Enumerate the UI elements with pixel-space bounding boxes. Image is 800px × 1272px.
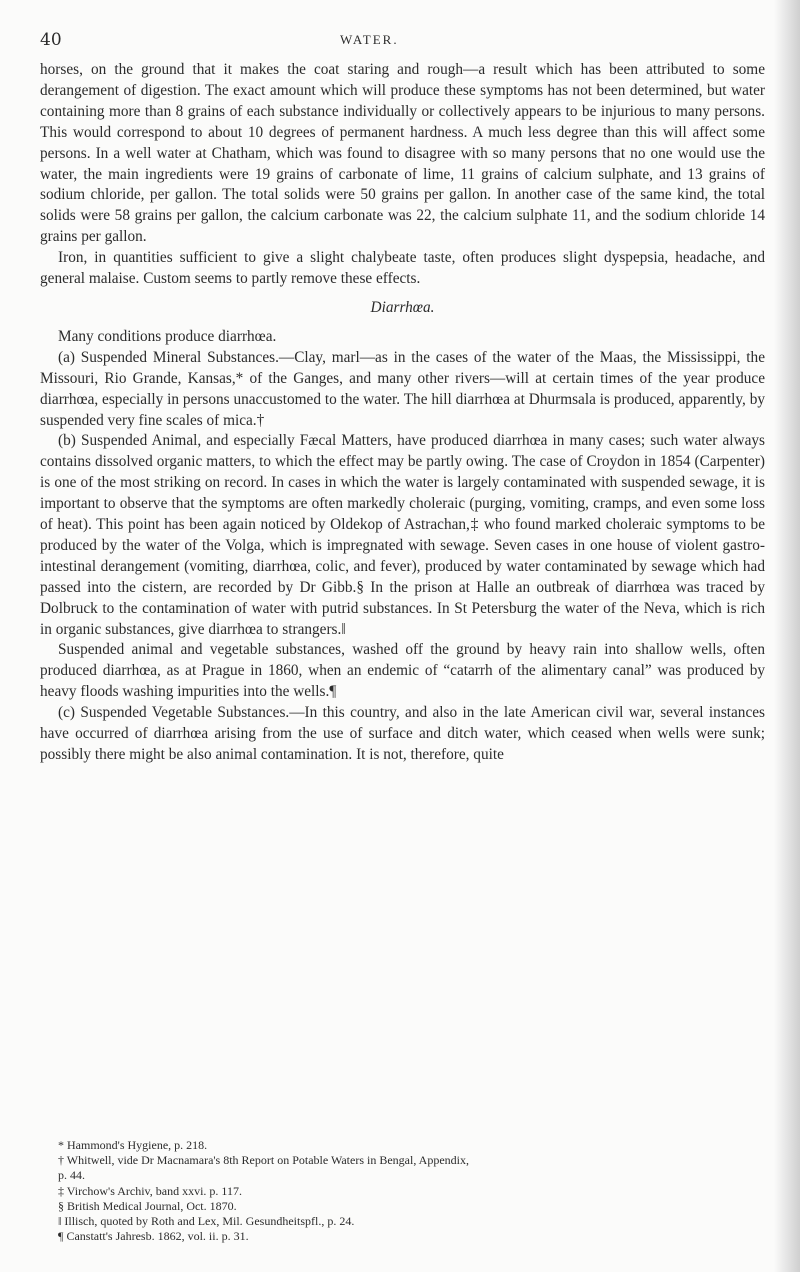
- paragraph-horses-hardness: horses, on the ground that it makes the coat staring and rough—a result which has been attributed to some derangement of digestion. The exact amount which will produce these symptoms has not been determined, but water containing more than 8 grains of each substance individually or collectively appears to be injurious to many persons. This would correspond to about 10 degrees of permanent hardness. A much less degree than this will affect some persons. In a well water at Chatham, which was found to disagree with so many persons that no one would use the water, the main ingredients were 19 grains of carbonate of lime, 11 grains of calcium sulphate, and 13 grains of sodium chloride, per gallon. The total solids were 50 grains per gallon. In another case of the same kind, the total solids were 58 grains per gallon, the calcium carbonate was 22, the calcium sulphate 11, and the sodium chloride 14 grains per gallon.: [40, 61, 765, 246]
- paragraph-vegetable-substances: (c) Suspended Vegetable Substances.—In this country, and also in the late American civil war, several instances have occurred of diarrhœa arising from the use of surface and ditch water, which ceased when wells were sunk; possibly there might be also animal contamination. It is not, therefore, quite: [40, 704, 765, 763]
- page-edge-shadow: [774, 0, 800, 1272]
- paragraph-iron: Iron, in quantities sufficient to give a slight chalybeate taste, often produces slight dyspepsia, headache, and general malaise. Custom seems to partly remove these effects.: [40, 249, 765, 288]
- paragraph-wells-prague: Suspended animal and vegetable substances, washed off the ground by heavy rain into shallow wells, often produced diarrhœa, as at Prague in 1860, when an endemic of “catarrh of the alimentary canal” was produced by heavy floods washing impurities into the wells.¶: [40, 641, 765, 701]
- footnotes: [58, 1138, 758, 1244]
- running-head: WATER.: [340, 32, 399, 47]
- footnote-whitwell-continued: p. 44.: [58, 1168, 85, 1183]
- footnote-hammond: * Hammond's Hygiene, p. 218.: [58, 1138, 208, 1152]
- paragraph-conditions: Many conditions produce diarrhœa.: [58, 327, 277, 345]
- footnote-bmj: § British Medical Journal, Oct. 1870.: [58, 1198, 237, 1213]
- footnote-canstatt: ¶ Canstatt's Jahresb. 1862, vol. ii. p. 31.: [58, 1229, 249, 1244]
- paragraph-mineral-substances: (a) Suspended Mineral Substances.—Clay, marl—as in the cases of the water of the Maas, the Mississippi, the Missouri, Rio Grande, Kansas,* of the Ganges, and many other rivers—will at certain times of the year produce diarrhœa, especially in persons unaccustomed to the water. The hill diarrhœa at Dhurmsala is produced, apparently, by suspended very fine scales of mica.†: [40, 348, 765, 429]
- page-number: 40: [40, 30, 62, 50]
- footnote-whitwell: † Whitwell, vide Dr Macnamara's 8th Report on Potable Waters in Bengal, Appendix,: [58, 1153, 469, 1168]
- paragraph-animal-matters: (b) Suspended Animal, and especially Fæcal Matters, have produced diarrhœa in many cases; such water always contains dissolved organic matters, to which the effect may be partly owing. The case of Croydon in 1854 (Carpenter) is one of the most striking on record. In cases in which the water is largely contaminated with suspended sewage, it is important to observe that the symptoms are often markedly choleraic (purging, vomiting, cramps, and even some loss of heat). This point has been again noticed by Oldekop of Astrachan,‡ who found marked choleraic symptoms to be produced by the water of the Volga, which is impregnated with sewage. Seven cases in one house of violent gastro-intestinal derangement (vomiting, diarrhœa, colic, and fever), produced by water contaminated by sewage which had passed into the cistern, are recorded by Dr Gibb.§ In the prison at Halle an outbreak of diarrhœa was traced by Dolbruck to the contamination of water with putrid substances. In St Petersburg the water of the Neva, which is rich in organic substances, give diarrhœa to strangers.‖: [40, 432, 765, 638]
- body-text: [40, 60, 765, 766]
- footnote-virchow: ‡ Virchow's Archiv, band xxvi. p. 117.: [58, 1183, 242, 1198]
- footnote-illisch: ‖ Illisch, quoted by Roth and Lex, Mil. Gesundheitspfl., p. 24.: [58, 1214, 355, 1229]
- section-heading-diarrhoea: Diarrhœa.: [370, 298, 435, 316]
